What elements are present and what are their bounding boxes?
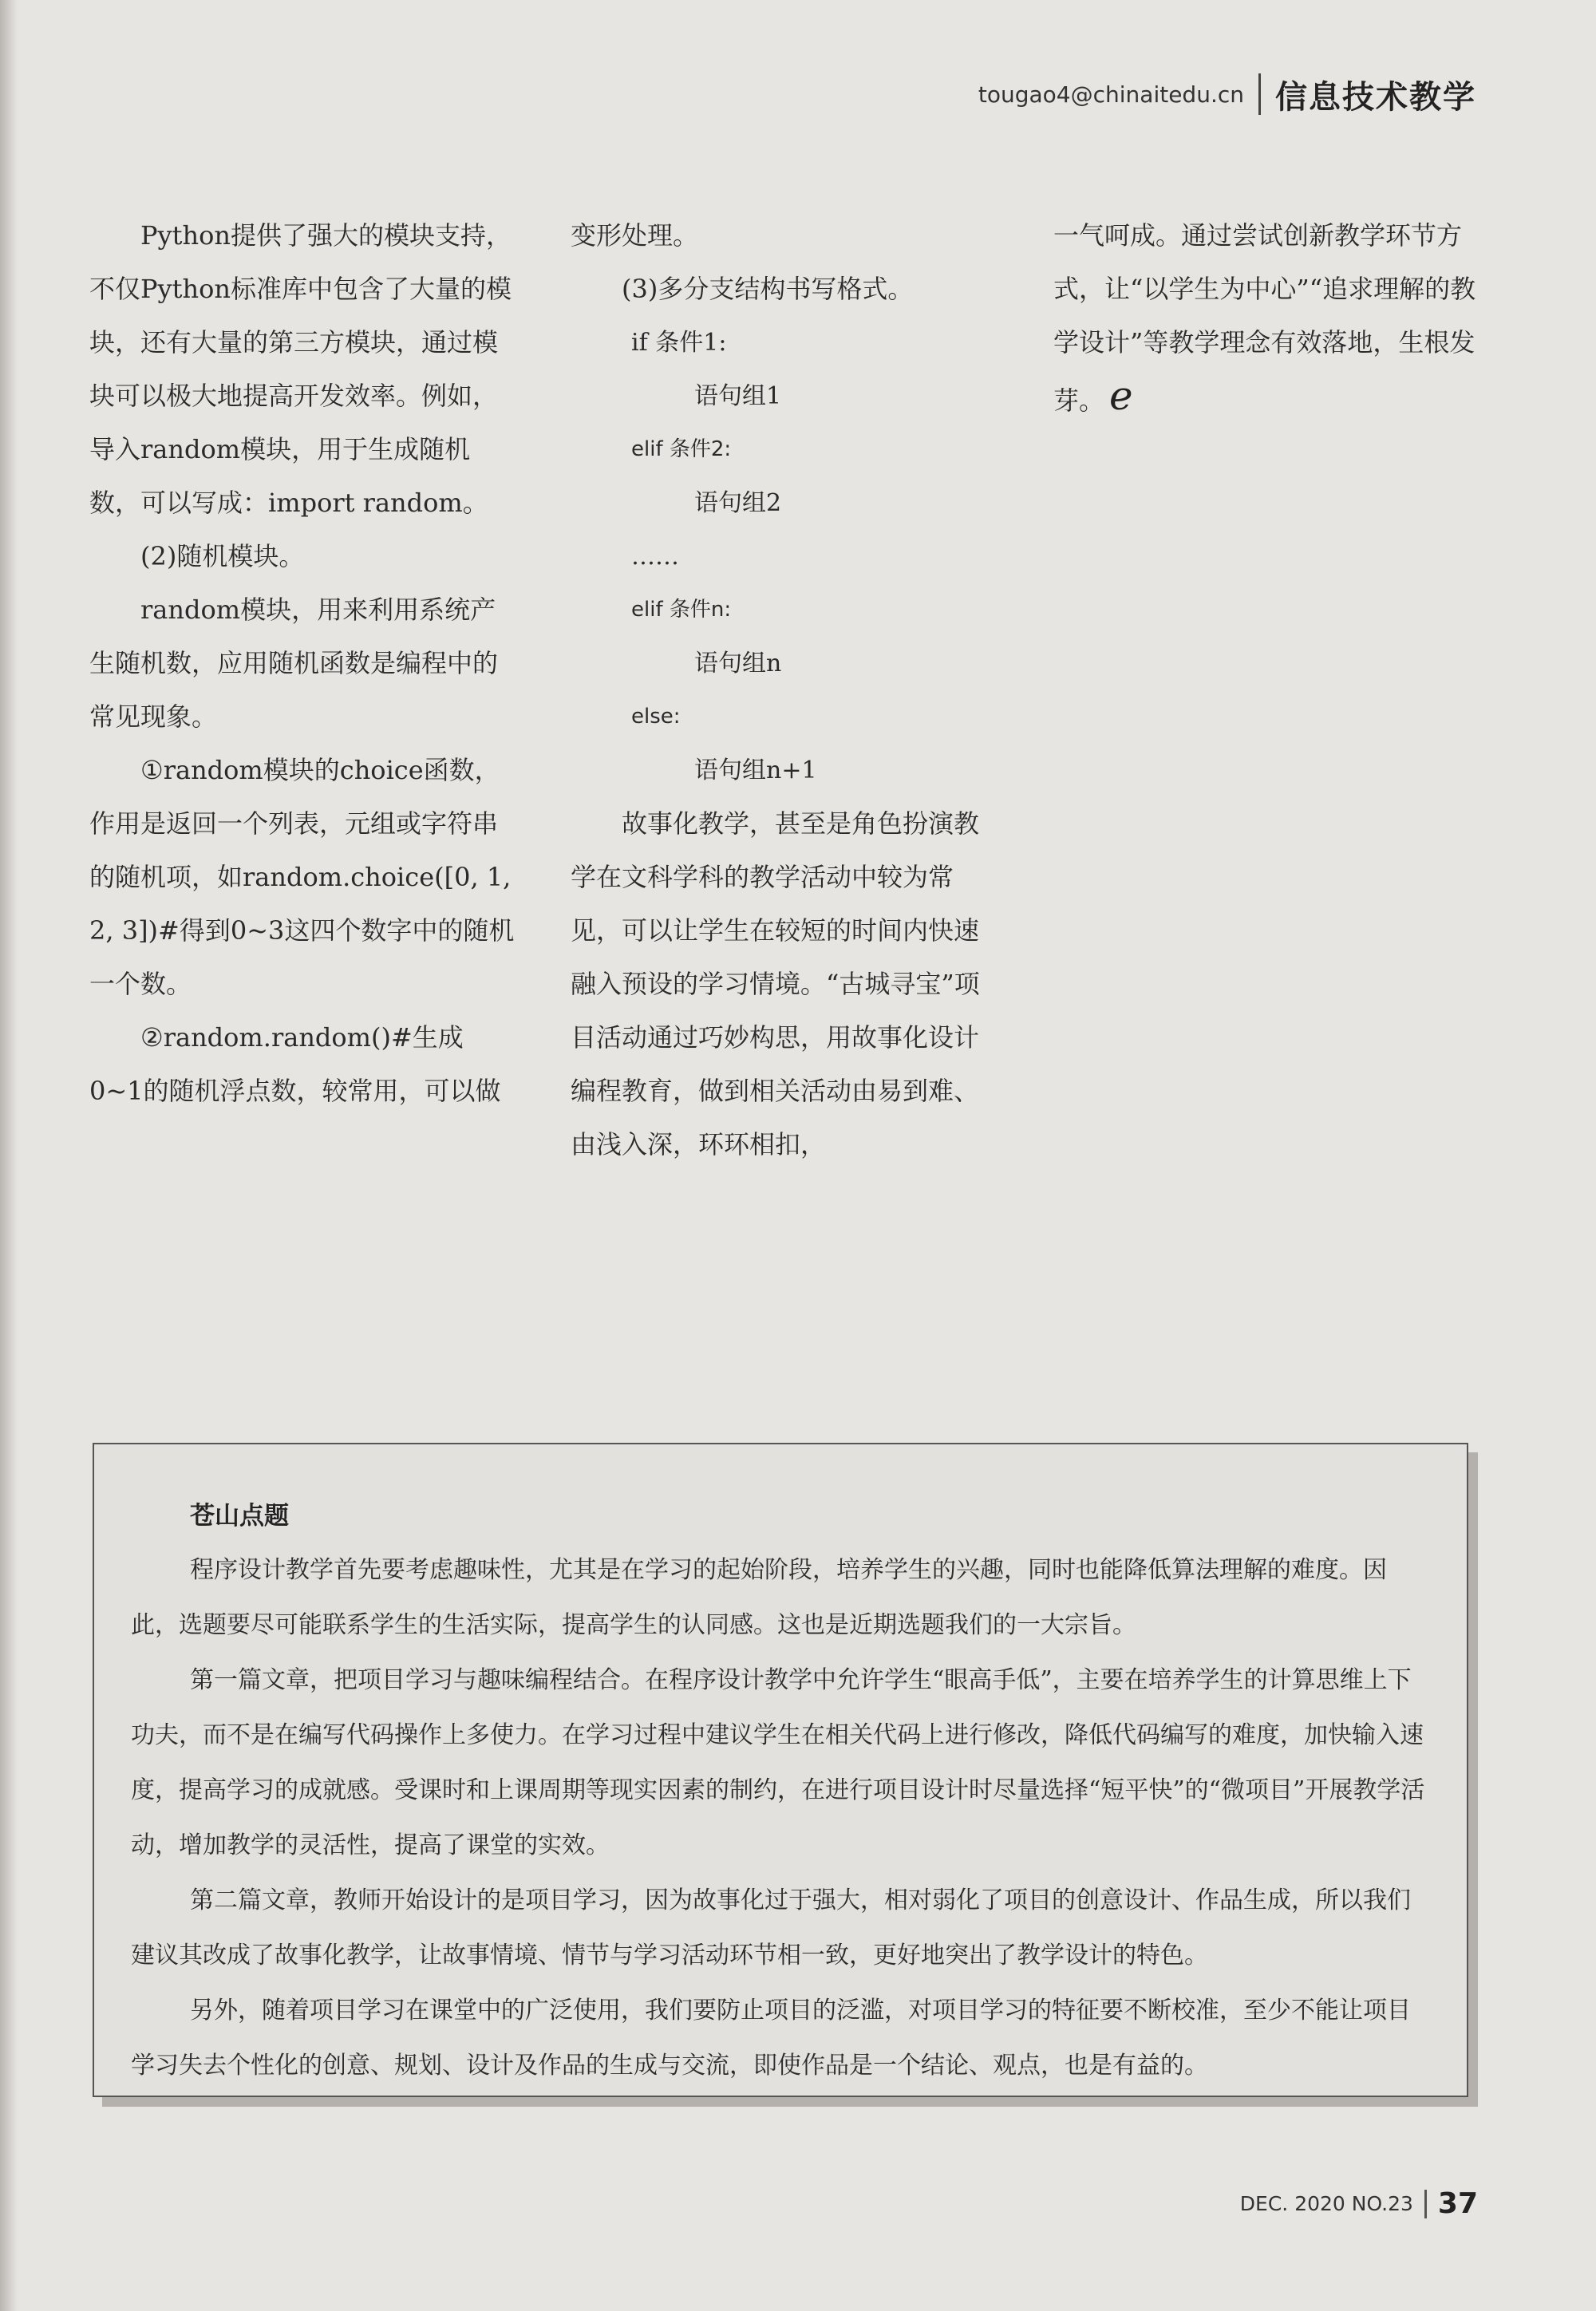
paragraph-storytelling: 故事化教学，甚至是角色扮演教学在文科学科的教学活动中较为常见，可以让学生在较短的时间内快速融入预设的学习情境。“古城寻宝”项目活动通过巧妙构思，用故事化设计编程教育，做到相关活动由易到难、由浅入深，环环相扣， [571,808,980,1159]
code-line: else: [631,705,681,729]
paragraph-continued: 变形处理。 [571,220,699,251]
paragraph-conclusion [1053,209,1484,428]
page-binding-shadow [0,0,18,2311]
end-mark-icon: e [1109,373,1133,419]
submission-email: tougao4@chinaitedu.cn [978,81,1244,108]
code-line: elif 条件2: [631,437,732,461]
comment-paragraph: 第一篇文章，把项目学习与趣味编程结合。在程序设计教学中允许学生“眼高手低”，主要在培养学生的计算思维上下功夫，而不是在编写代码操作上多使力。在学习过程中建议学生在相关代码上进行修改，降低代码编写的难度，加快输入速度，提高学习的成就感。受课时和上课周期等现实因素的制约，在进行项目设计时尽量选择“短平快”的“微项目”开展教学活动，增加教学的灵活性，提高了课堂的实效。 [131,1666,1425,1859]
comment-paragraph: 第二篇文章，教师开始设计的是项目学习，因为故事化过于强大，相对弱化了项目的创意设计、作品生成，所以我们建议其改成了故事化教学，让故事情境、情节与学习活动环节相一致，更好地突出了教学设计的特色。 [131,1886,1411,1969]
column-1 [89,209,516,1118]
page-header [978,70,1476,118]
paragraph-choice-function: ①random模块的choice函数，作用是返回一个列表，元组或字符串的随机项，如random.choice([0, 1, 2, 3])#得到0~3这四个数字中的随机一个数。 [89,755,515,999]
section-title: 信息技术教学 [1275,78,1476,116]
editor-comment-box [93,1443,1468,2097]
footer-divider [1424,2190,1427,2218]
paragraph-random-intro: random模块，用来利用系统产生随机数，应用随机函数是编程中的常见现象。 [89,595,499,732]
code-line: 语句组n [694,650,782,677]
page-number: 37 [1437,2187,1478,2220]
comment-paragraph: 程序设计教学首先要考虑趣味性，尤其是在学习的起始阶段，培养学生的兴趣，同时也能降低算法理解的难度。因此，选题要尽可能联系学生的生活实际，提高学生的认同感。这也是近期选题我们的一大宗旨。 [131,1556,1387,1639]
column-3 [1053,209,1484,428]
code-line: 语句组2 [694,489,782,517]
comment-box-title: 苍山点题 [190,1502,289,1531]
code-line: if 条件1: [631,329,727,357]
subheading-multi-branch: (3)多分支结构书写格式。 [622,274,914,304]
subheading-random-module: (2)随机模块。 [140,541,305,571]
code-line: elif 条件n: [631,598,732,622]
comment-paragraph: 另外，随着项目学习在课堂中的广泛使用，我们要防止项目的泛滥，对项目学习的特征要不断校准，至少不能让项目学习失去个性化的创意、规划、设计及作品的生成与交流，即使作品是一个结论、观点，也是有益的。 [131,1997,1411,2080]
page-footer [1240,2187,1478,2220]
conclusion-text: 一气呵成。通过尝试创新教学环节方式，让“以学生为中心”“追求理解的教学设计”等教学理念有效落地，生根发芽。 [1053,220,1476,416]
issue-label: DEC. 2020 NO.23 [1239,2192,1413,2215]
code-line: 语句组1 [694,382,782,410]
paragraph-random-random: ②random.random()#生成0~1的随机浮点数，较常用，可以做 [89,1022,501,1106]
header-divider [1258,73,1261,115]
column-2 [571,209,1001,1171]
code-line: 语句组n+1 [694,757,817,784]
code-block-multi-branch [571,316,1001,797]
paragraph-python-modules: Python提供了强大的模块支持，不仅Python标准库中包含了大量的模块，还有大量的第三方模块，通过模块可以极大地提高开发效率。例如，导入random模块，用于生成随机数，可以写成：import random。 [89,220,512,518]
code-line: …… [631,543,679,571]
